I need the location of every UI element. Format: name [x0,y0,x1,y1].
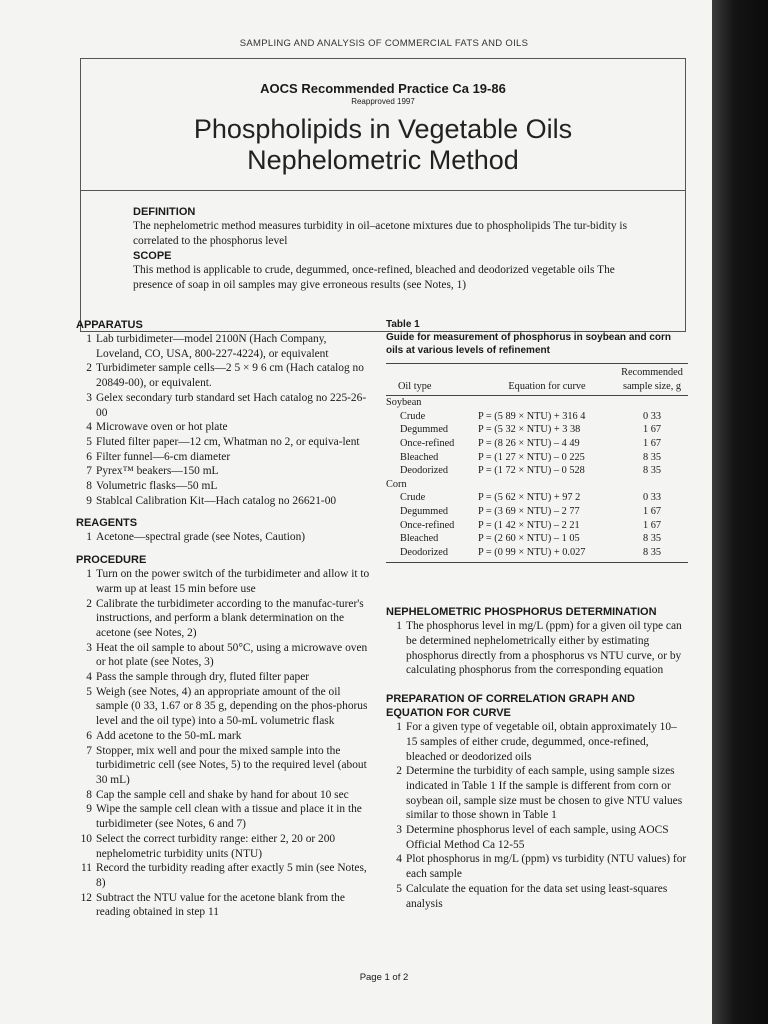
correlation-list [386,720,688,911]
item-text: Record the turbidity reading after exactly 5 min (see Notes, 8) [96,862,367,889]
item-text: Determine the turbidity of each sample, using sample sizes indicated in Table 1 If the sample is different from corn or soybean oil, sample size must be chosen to give NTU values similar to those shown in Table 1 [406,765,683,822]
item-number: 1 [86,568,92,581]
list-item [76,670,374,685]
equation-cell: P = (5 32 × NTU) + 3 38 [478,424,581,436]
equation-cell: P = (2 60 × NTU) – 1 05 [478,533,580,545]
item-text: Turbidimeter sample cells—2 5 × 9 6 cm (Hach catalog no 20849-00), or equivalent. [96,362,364,390]
table-row [386,410,688,424]
list-item [386,619,688,678]
sample-size-cell: 8 35 [642,451,662,463]
list-item [76,530,374,545]
item-number: 5 [86,435,92,448]
sample-size-cell: 1 67 [642,424,662,436]
header-oil-type: Oil type [386,380,478,396]
table-group-row [386,396,688,410]
apparatus-heading: APPARATUS [76,319,143,331]
table-1-number: Table 1 [386,319,420,330]
list-item [76,435,374,450]
correlation-heading [386,692,688,720]
sample-size-cell: 8 35 [616,546,688,563]
list-item [386,823,688,852]
item-text: Calculate the equation for the data set using least-squares analysis [406,882,668,910]
sample-size-cell: 1 67 [642,505,662,517]
list-item [76,464,374,479]
sample-size-cell: 0 33 [642,492,662,504]
list-item [76,567,374,596]
item-text: Weigh (see Notes, 4) an appropriate amount of the oil sample (0 33, 1.67 or 8 35 g, depending on the phos-phorus level and the oil type) into a 50-mL volumetric flask [96,685,368,728]
reagents-heading: REAGENTS [76,517,138,530]
nephelometric-list [386,619,688,678]
item-number: 6 [86,450,92,463]
item-text: Gelex secondary turb standard set Hach catalog no 225-26-00 [96,391,367,419]
reapproved-note: Reapproved 1997 [351,97,415,106]
item-text: Volumetric flasks—50 mL [96,480,218,493]
item-number: 4 [86,671,92,684]
table-group-row [386,478,688,492]
list-item [76,788,374,803]
table-1-title: Guide for measurement of phosphorus in soybean and corn oils at various levels of refinement [386,332,672,356]
item-number: 3 [396,824,402,837]
item-text: Pyrex™ beakers—150 mL [96,465,219,478]
sample-size-cell: 1 67 [642,519,662,531]
equation-cell: P = (1 27 × NTU) – 0 225 [478,451,585,463]
item-number: 5 [396,882,402,895]
item-text: Pass the sample through dry, fluted filter paper [96,671,310,684]
list-item [76,641,374,670]
page-footer: Page 1 of 2 [359,972,409,983]
item-text: Acetone—spectral grade (see Notes, Caution) [96,531,306,544]
procedure-list [76,567,374,920]
item-text: Stablcal Calibration Kit—Hach catalog no 26621-00 [96,494,337,507]
sample-size-cell: 8 35 [642,465,662,477]
correlation-heading-line-2: EQUATION FOR CURVE [386,707,511,720]
table-row [386,519,688,533]
item-text: Fluted filter paper—12 cm, Whatman no 2, or equiva-lent [96,435,360,448]
item-number: 2 [86,597,92,610]
running-head: SAMPLING AND ANALYSIS OF COMMERCIAL FATS AND OILS [239,38,529,49]
oil-type-cell: Bleached [400,533,439,545]
left-column [76,318,374,920]
item-text: Turn on the power switch of the turbidimeter and allow it to warm up at least 15 min before use [96,568,370,595]
item-number: 1 [86,531,92,544]
oil-type-cell: Deodorized [386,546,478,563]
list-item [76,832,374,861]
list-item [76,861,374,890]
list-item [76,332,374,361]
table-1-body [386,396,688,563]
list-item [76,685,374,729]
item-number: 9 [86,803,92,816]
oil-type-cell: Bleached [400,451,439,463]
oil-group-label: Corn [386,478,407,490]
table-row [386,532,688,546]
item-text: Plot phosphorus in mg/L (ppm) vs turbidity (NTU values) for each sample [406,853,687,881]
table-row [386,423,688,437]
list-item [76,597,374,641]
sample-size-cell: 0 33 [642,410,662,422]
list-item [76,802,374,831]
table-1-caption [386,318,688,357]
item-number: 1 [396,721,402,734]
header-equation: Equation for curve [478,380,616,396]
list-item [386,882,688,911]
item-text: Cap the sample cell and shake by hand for about 10 sec [96,788,349,801]
item-text: Wipe the sample cell clean with a tissue and place it in the turbidimeter (see Notes, 6 and 7) [96,803,362,831]
item-number: 8 [86,788,92,801]
scan-edge-shadow [712,0,768,1024]
item-number: 3 [86,641,92,654]
table-row [386,464,688,478]
oil-type-cell: Degummed [400,505,449,517]
item-number: 1 [86,333,92,345]
item-number: 2 [86,362,92,375]
document-title [81,114,685,176]
correlation-heading-line-1: PREPARATION OF CORRELATION GRAPH AND [386,693,635,706]
oil-type-cell: Crude [400,410,426,422]
apparatus-list [76,332,374,508]
item-number: 7 [86,744,92,757]
item-text: For a given type of vegetable oil, obtain approximately 10–15 samples of either crude, degummed, once-refined, bleached or deodorized oils [406,721,677,763]
equation-cell: P = (8 26 × NTU) – 4 49 [478,437,580,449]
oil-type-cell: Once-refined [400,519,455,531]
sample-size-cell: 1 67 [642,437,662,449]
item-text: Filter funnel—6-cm diameter [96,450,231,463]
list-item [386,720,688,764]
item-text: Heat the oil sample to about 50°C, using a microwave oven or hot plate (see Notes, 3) [96,641,368,669]
list-item [76,391,374,420]
header-sample-size-line1: Recommended [616,364,688,380]
item-text: Add acetone to the 50-mL mark [96,729,242,742]
item-text: Lab turbidimeter—model 2100N (Hach Company, Loveland, CO, USA, 800-227-4224), or equivalent [96,333,329,360]
list-item [386,764,688,823]
item-number: 1 [396,620,402,633]
oil-type-cell: Once-refined [400,437,455,449]
item-text: The phosphorus level in mg/L (ppm) for a given oil type can be determined nephelometrically either by estimating phosphorus directly from a phosphorus vs NTU curve, or by calculating phosphorus from the corresponding equation [406,620,682,677]
equation-cell: P = (1 42 × NTU) – 2 21 [478,519,580,531]
table-row [386,546,688,563]
list-item [76,744,374,788]
equation-cell: P = (0 99 × NTU) + 0.027 [478,546,616,563]
item-number: 7 [86,465,92,478]
table-row [386,505,688,519]
item-number: 6 [86,729,92,742]
table-row [386,491,688,505]
equation-cell: P = (3 69 × NTU) – 2 77 [478,505,580,517]
item-number: 12 [80,891,92,904]
list-item [76,729,374,744]
definition-heading: DEFINITION [133,206,196,218]
item-number: 9 [86,494,92,507]
item-text: Determine phosphorus level of each sample, using AOCS Official Method Ca 12-55 [406,824,669,851]
procedure-heading: PROCEDURE [76,554,147,567]
item-number: 8 [86,480,92,493]
oil-type-cell: Crude [400,492,426,504]
equation-cell: P = (1 72 × NTU) – 0 528 [478,465,585,477]
scope-heading: SCOPE [133,250,172,262]
sample-size-cell: 8 35 [642,533,662,545]
list-item [386,852,688,881]
header-sample-size-line2: sample size, g [616,380,688,396]
list-item [76,450,374,465]
list-item [76,494,374,509]
item-text: Microwave oven or hot plate [96,421,228,434]
item-text: Subtract the NTU value for the acetone blank from the reading obtained in step 11 [96,891,345,919]
oil-type-cell: Degummed [400,424,449,436]
table-row [386,451,688,465]
scope-text: This method is applicable to crude, degummed, once-refined, bleached and deodorized vegetable oils The presence of soap in oil samples may give erroneous results (see Notes, 1) [133,264,615,291]
item-text: Calibrate the turbidimeter according to the manufac-turer's instructions, and perform a blank determination on the acetone (see Notes, 2) [96,597,364,639]
oil-group-label: Soybean [386,397,422,409]
list-item [76,479,374,494]
right-column [386,318,688,911]
equation-cell: P = (5 89 × NTU) + 316 4 [478,410,586,422]
reagents-list [76,530,374,545]
item-number: 2 [396,765,402,778]
item-number: 5 [86,685,92,698]
definition-scope-box [80,190,686,332]
oil-type-cell: Deodorized [400,465,449,477]
title-line-2: Nephelometric Method [247,145,519,175]
practice-number: AOCS Recommended Practice Ca 19-86 [260,81,506,96]
item-text: Select the correct turbidity range: either 2, 20 or 200 nephelometric turbidity units (NTU) [96,832,336,860]
definition-text: The nephelometric method measures turbidity in oil–acetone mixtures due to phospholipids The tur-bidity is correlated to the phosphorus level [133,220,628,247]
nephelometric-heading: NEPHELOMETRIC PHOSPHORUS DETERMINATION [386,606,657,619]
item-number: 4 [86,421,92,434]
item-text: Stopper, mix well and pour the mixed sample into the turbidimetric cell (see Notes, 5) to the required level (about 30 mL) [96,744,367,786]
list-item [76,420,374,435]
table-row [386,437,688,451]
title-line-1: Phospholipids in Vegetable Oils [193,114,573,144]
item-number: 11 [81,862,92,875]
title-box [80,58,686,190]
item-number: 4 [396,853,402,866]
item-number: 3 [86,391,92,404]
item-number: 10 [80,832,92,845]
list-item [76,361,374,390]
list-item [76,891,374,920]
table-1 [386,363,688,563]
equation-cell: P = (5 62 × NTU) + 97 2 [478,492,581,504]
